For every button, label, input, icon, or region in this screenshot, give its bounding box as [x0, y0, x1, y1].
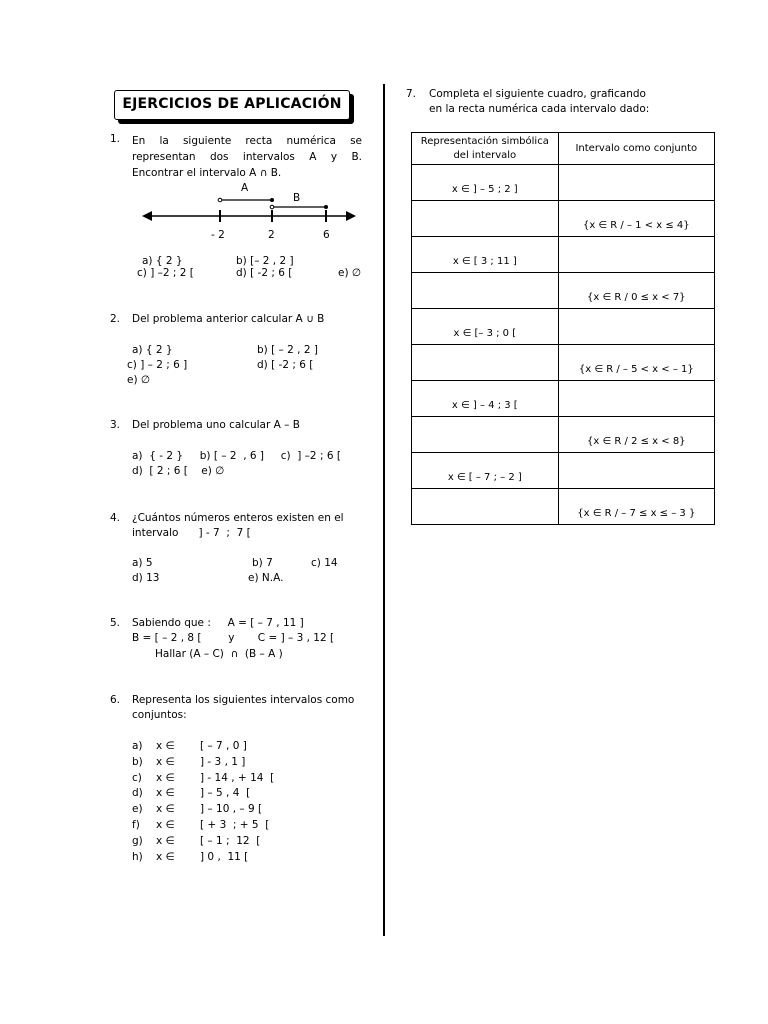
q1-line1: En la siguiente recta numérica se: [132, 135, 362, 147]
label-a: A: [241, 182, 249, 194]
q5-line2: B = [ – 2 , 8 [ y C = ] – 3 , 12 [: [132, 632, 335, 644]
list-item: e) x ∈ ] – 10 , – 9 [: [132, 803, 263, 816]
page-title: EJERCICIOS DE APLICACIÓN: [122, 96, 342, 112]
q7-line2: en la recta numérica cada intervalo dado:: [429, 103, 650, 115]
table-cell: x ∈ ] – 5 ; 2 ]: [412, 165, 559, 201]
table-row: [412, 417, 715, 453]
list-item: b) x ∈ ] - 3 , 1 ]: [132, 755, 246, 768]
table-cell: x ∈ [ – 7 ; – 2 ]: [412, 453, 559, 489]
table-cell: [558, 165, 714, 201]
table-row: [412, 273, 715, 309]
q6-line2: conjuntos:: [132, 709, 187, 721]
q7-number: 7.: [406, 88, 417, 100]
table-cell: x ∈ [ 3 ; 11 ]: [412, 237, 559, 273]
q5-line3: Hallar (A – C) ∩ (B – A ): [155, 648, 283, 660]
q7-line1: Completa el siguiente cuadro, graficando: [429, 88, 646, 100]
table-cell: [558, 453, 714, 489]
label-b: B: [293, 192, 301, 204]
q2-option-e: e) ∅: [127, 374, 151, 386]
right-arrow: [346, 211, 356, 221]
q1-option-c: c) ] –2 ; 2 [: [137, 267, 194, 279]
table-row: [412, 237, 715, 273]
q2-option-a: a) { 2 }: [132, 344, 173, 356]
table-cell: x ∈ [– 3 ; 0 [: [412, 309, 559, 345]
q2-number: 2.: [110, 313, 121, 325]
table-cell: x ∈ ] – 4 ; 3 [: [412, 381, 559, 417]
header-symbolic: Representación simbólica del intervalo: [412, 133, 559, 165]
table-cell: [412, 345, 559, 381]
table-row: [412, 165, 715, 201]
header-set: Intervalo como conjunto: [558, 133, 714, 165]
list-item: c) x ∈ ] - 14 , + 14 [: [132, 771, 275, 784]
table-cell: [412, 417, 559, 453]
q6-number: 6.: [110, 694, 121, 706]
q2-text: Del problema anterior calcular A ∪ B: [132, 313, 325, 325]
q2-option-c: c) ] – 2 ; 6 ]: [127, 359, 188, 371]
q4-option-b: b) 7: [252, 557, 273, 569]
list-item: h) x ∈ ] 0 , 11 [: [132, 850, 249, 863]
title-box: [114, 90, 350, 120]
interval-b-open-end: [270, 205, 274, 209]
column-divider: [383, 84, 385, 936]
table-row: [412, 453, 715, 489]
table-cell: [412, 489, 559, 525]
q6-list: [132, 739, 274, 865]
q6-line1: Representa los siguientes intervalos como: [132, 694, 355, 706]
q3-options-line1: a) { - 2 } b) [ – 2 , 6 ] c) ] –2 ; 6 [: [132, 450, 341, 462]
list-item: d) x ∈ ] – 5 , 4 [: [132, 787, 251, 800]
interval-a-closed-end: [270, 198, 274, 202]
tick-label: 6: [323, 229, 330, 241]
q4-option-c: c) 14: [311, 557, 338, 569]
table-cell: [558, 381, 714, 417]
list-item: f) x ∈ [ + 3 ; + 5 [: [132, 818, 270, 831]
q5-line1: Sabiendo que : A = [ – 7 , 11 ]: [132, 617, 304, 629]
q1-option-e: e) ∅: [338, 267, 362, 279]
left-arrow: [142, 211, 152, 221]
table-header-row: [412, 133, 715, 165]
q1-number: 1.: [110, 133, 121, 145]
table-cell: {x ∈ R / 2 ≤ x < 8}: [558, 417, 714, 453]
q1-option-d: d) [ -2 ; 6 [: [236, 267, 293, 279]
table-cell: [412, 273, 559, 309]
q4-option-e: e) N.A.: [248, 572, 284, 584]
list-item: g) x ∈ [ – 1 ; 12 [: [132, 834, 261, 847]
q1-text: [132, 133, 362, 181]
list-item: a) x ∈ [ – 7 , 0 ]: [132, 740, 247, 752]
table-row: [412, 345, 715, 381]
tick-label: - 2: [211, 229, 225, 241]
q3-number: 3.: [110, 419, 121, 431]
q4-line2: intervalo ] - 7 ; 7 [: [132, 527, 251, 539]
table-cell: [558, 309, 714, 345]
table-cell: {x ∈ R / – 7 ≤ x ≤ – 3 }: [558, 489, 714, 525]
q3-options-line2: d) [ 2 ; 6 [ e) ∅: [132, 465, 225, 477]
q3-text: Del problema uno calcular A – B: [132, 419, 300, 431]
interval-b-closed-end: [324, 205, 328, 209]
q1-option-a: a) { 2 }: [142, 255, 183, 267]
tick-label: 2: [268, 229, 275, 241]
q1-line2: representan dos intervalos A y B.: [132, 151, 362, 163]
q4-number: 4.: [110, 512, 121, 524]
q4-line1: ¿Cuántos números enteros existen en el: [132, 512, 344, 524]
interval-a-open-end: [218, 198, 222, 202]
q5-number: 5.: [110, 617, 121, 629]
table-row: [412, 489, 715, 525]
table-row: [412, 381, 715, 417]
q4-option-a: a) 5: [132, 557, 153, 569]
q1-line3: Encontrar el intervalo A ∩ B.: [132, 167, 282, 179]
table-cell: {x ∈ R / – 1 < x ≤ 4}: [558, 201, 714, 237]
table-cell: [558, 237, 714, 273]
q1-option-b: b) [– 2 , 2 ]: [236, 255, 294, 267]
intervals-table: [411, 132, 715, 525]
table-cell: {x ∈ R / 0 ≤ x < 7}: [558, 273, 714, 309]
table-row: [412, 309, 715, 345]
q2-option-b: b) [ – 2 , 2 ]: [257, 344, 318, 356]
q2-option-d: d) [ -2 ; 6 [: [257, 359, 314, 371]
table-cell: [412, 201, 559, 237]
table-row: [412, 201, 715, 237]
table-cell: {x ∈ R / – 5 < x < – 1}: [558, 345, 714, 381]
q4-option-d: d) 13: [132, 572, 160, 584]
